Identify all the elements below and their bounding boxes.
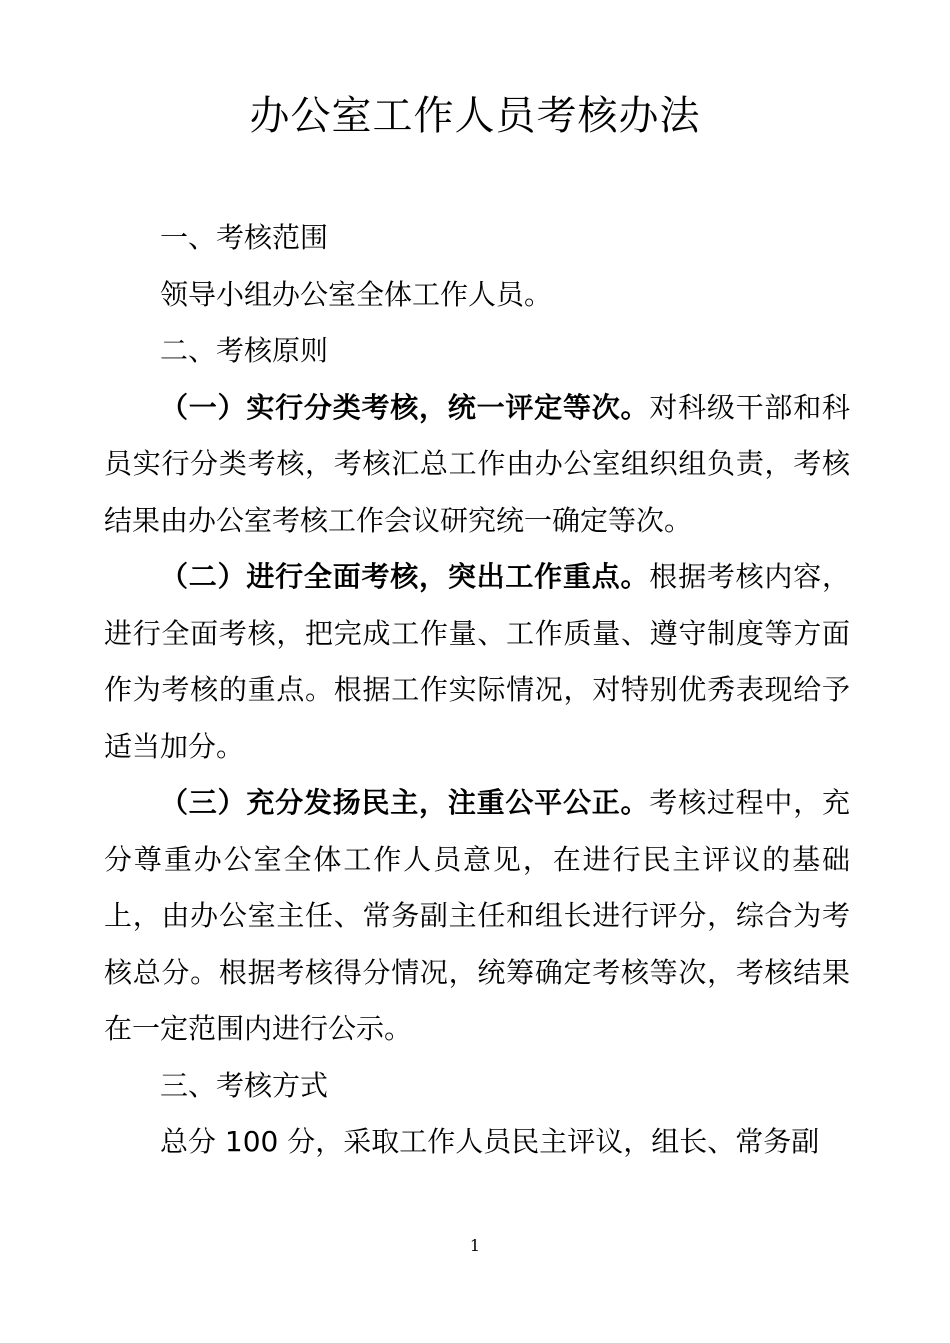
principle-1-text: 对科级干部和科员实行分类考核，考核汇总工作由办公室组织组负责，考核结果由办公室考核工作会议研究统一确定等次。: [104, 390, 850, 537]
principle-3-lead: （三）充分发扬民主，注重公平公正。: [160, 786, 650, 819]
section1-heading: 一、考核范围: [160, 221, 329, 254]
section3-text: 总分 100 分，采取工作人员民主评议，组长、常务副: [160, 1125, 820, 1158]
section1-text: 领导小组办公室全体工作人员。: [160, 277, 553, 311]
principle-paragraph-1: [104, 380, 850, 550]
section2-heading: 二、考核原则: [160, 334, 329, 367]
principle-1-lead: （一）实行分类考核，统一评定等次。: [160, 390, 650, 424]
section3-heading: 三、考核方式: [160, 1068, 329, 1102]
principle-2-text: 根据考核内容，进行全面考核，把完成工作量、工作质量、遵守制度等方面作为考核的重点。根据工作实际情况，对特别优秀表现给予适当加分。: [104, 560, 850, 763]
principle-paragraph-3: [104, 775, 850, 1058]
page-number: 1: [469, 1236, 481, 1255]
principle-2-lead: （二）进行全面考核，突出工作重点。: [160, 560, 650, 593]
document-body: [104, 210, 850, 1171]
principle-paragraph-2: [104, 549, 850, 775]
principle-3-text: 考核过程中，充分尊重办公室全体工作人员意见，在进行民主评议的基础上，由办公室主任、常务副主任和组长进行评分，综合为考核总分。根据考核得分情况，统筹确定考核等次，考核结果在一定范围内进行公示。: [104, 786, 850, 1045]
document-title: 办公室工作人员考核办法: [249, 93, 701, 139]
